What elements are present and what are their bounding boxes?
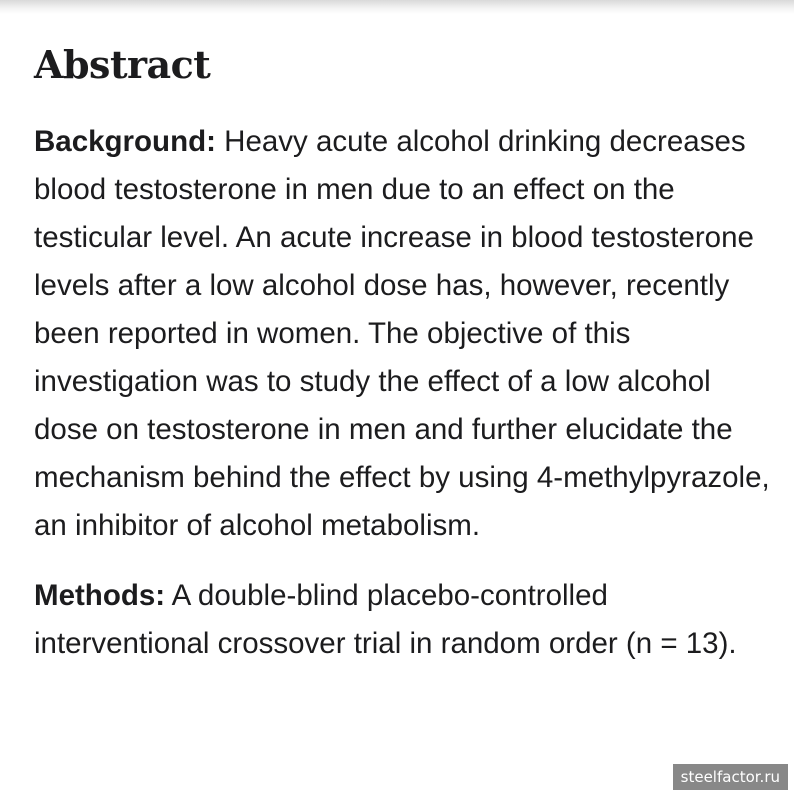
top-bar-shadow — [0, 0, 794, 14]
background-text: Heavy acute alcohol drinking decreases blood testosterone in men due to an effect on the testicular level. An acute increase in blood testosterone levels after a low alcohol dose has, however, recently been reported in women. The objective of this investigation was to study the effect of a low alcohol dose on testosterone in men and further elucidate the mechanism behind the effect by using 4-methylpyrazole, an inhibitor of alcohol metabolism. — [34, 125, 770, 542]
methods-paragraph — [34, 572, 779, 668]
background-paragraph — [34, 118, 779, 550]
abstract-section — [34, 42, 779, 690]
abstract-heading: Abstract — [34, 42, 211, 87]
background-label: Background: — [34, 125, 216, 158]
watermark: steelfactor.ru — [673, 764, 788, 790]
methods-label: Methods: — [34, 579, 166, 612]
methods-text: A double-blind placebo-controlled interventional crossover trial in random order (n = 13). — [34, 579, 737, 660]
